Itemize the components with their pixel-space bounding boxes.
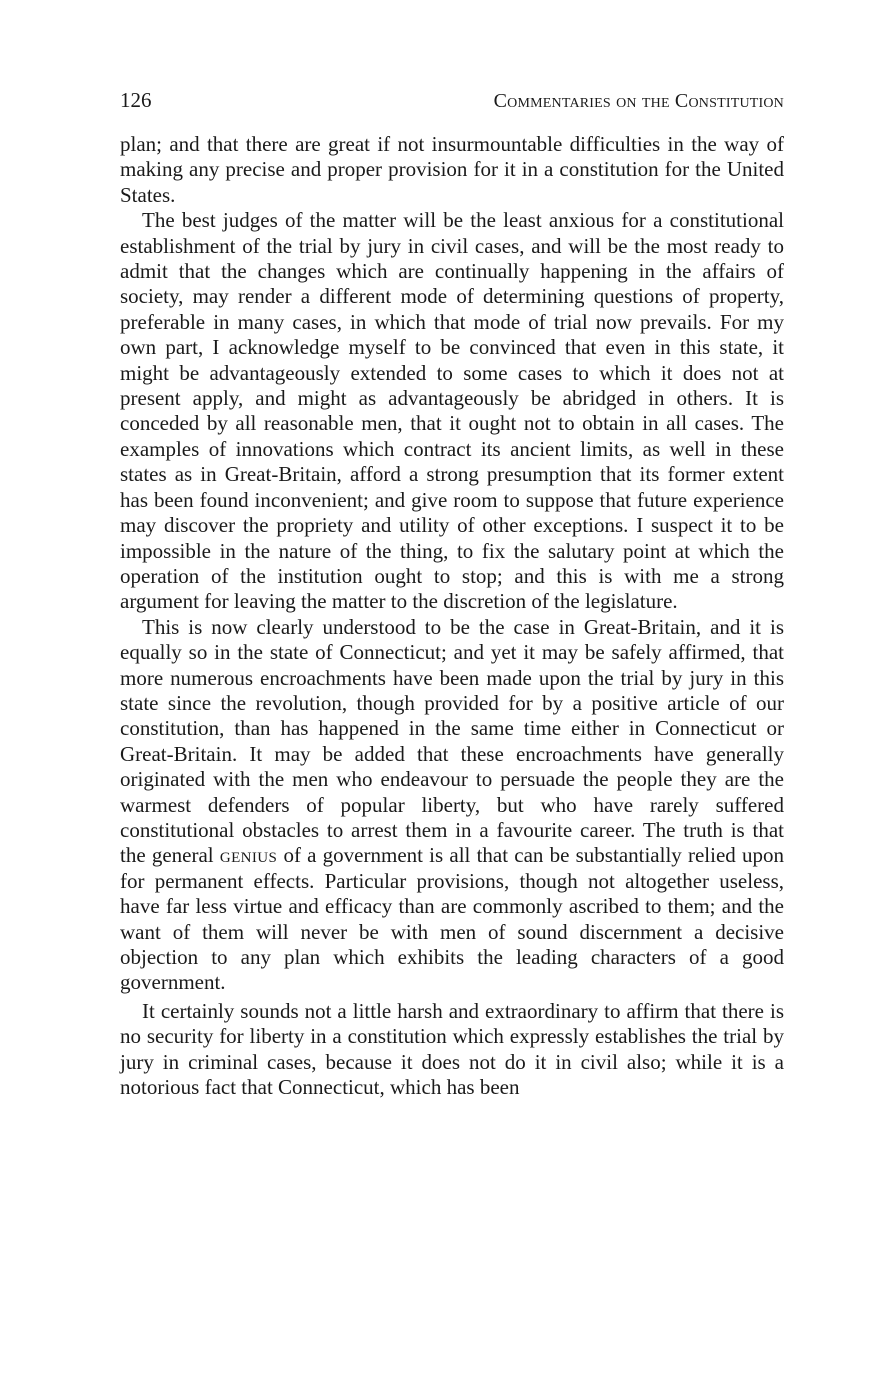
paragraph-best-judges: The best judges of the matter will be the least anxious for a constitutional establishment of the trial by jury in civil cases, and will be the most ready to admit that the changes which are continually happening in the affairs of society, may render a different mode of determining questions of property, preferable in many cases, in which that mode of trial now prevails. For my own part, I acknowledge myself to be convinced that even in this state, it might be advantageously extended to some cases to which it does not at present apply, and might as advantageously be abridged in others. It is conceded by all reasonable men, that it ought not to obtain in all cases. The examples of innovations which contract its ancient limits, as well in these states as in Great-Britain, afford a strong presumption that its former extent has been found inconvenient; and give room to suppose that future experience may discover the propriety and utility of other exceptions. I suspect it to be impossible in the nature of the thing, to fix the salutary point at which the operation of the institution ought to stop; and this is with me a strong argument for leaving the matter to the discretion of the legislature. <box>120 208 784 614</box>
running-title: Commentaries on the Constitution <box>493 90 784 112</box>
body-text <box>120 132 784 1100</box>
paragraph-text-before: This is now clearly understood to be the case in Great-Britain, and it is equally so in the state of Connecticut; and yet it may be safely affirmed, that more numerous encroachments have been made upon the trial by jury in this state since the revolution, though provided for by a positive article of our constitution, than has happened in the same time either in Connecticut or Great-Britain. It may be added that these encroachments have generally originated with the men who endeavour to persuade the people they are the warmest defenders of popular liberty, but who have rarely suffered constitutional obstacles to arrest them in a favourite career. The truth is that the general <box>120 614 784 868</box>
paragraph-harsh: It certainly sounds not a little harsh and extraordinary to affirm that there is no security for liberty in a constitution which expressly establishes the trial by jury in criminal cases, because it does not do it in civil also; while it is a notorious fact that Connecticut, which has been <box>120 998 784 1100</box>
running-head <box>120 82 784 118</box>
paragraph-text-after: of a government is all that can be substantially relied upon for permanent effects. Particular provisions, though not altogether useless, have far less virtue and efficacy than are commonly ascribed to them; and the want of them will never be with men of sound discernment a decisive objection to any plan which exhibits the leading characters of a good government. <box>120 843 785 995</box>
page-number: 126 <box>120 88 152 112</box>
paragraph-great-britain <box>120 615 784 996</box>
paragraph-continued: plan; and that there are great if not insurmountable difficulties in the way of making any precise and proper provision for it in a constitution for the United States. <box>120 132 784 207</box>
book-page <box>120 82 784 1100</box>
emphasis-genius: genius <box>219 843 278 868</box>
